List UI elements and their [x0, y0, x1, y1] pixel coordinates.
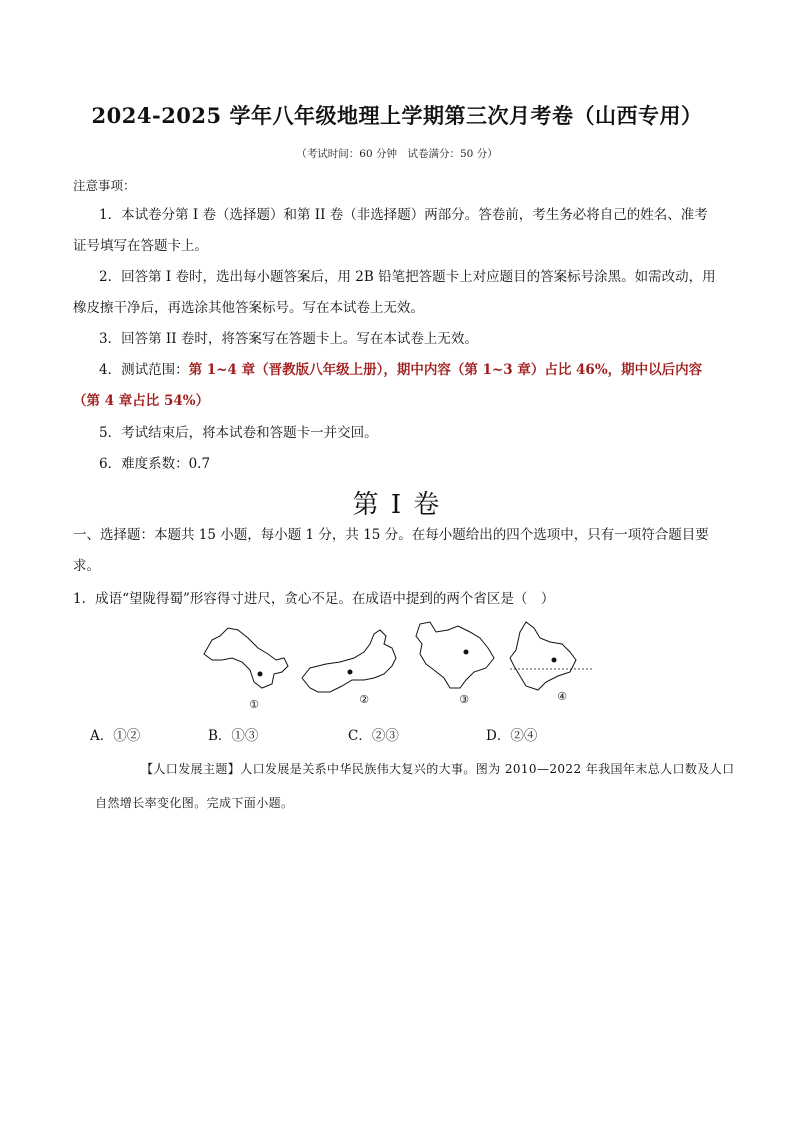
province-map-2-capital-dot [348, 670, 352, 674]
province-map-4-label: ④ [557, 690, 567, 703]
theme-intro [95, 752, 735, 820]
province-map-3-label: ③ [459, 693, 469, 706]
theme-intro-text: 【人口发展主题】人口发展是关系中华民族伟大复兴的大事。图为 2010—2022 年我国年末总人口数及人口自然增长率变化图。完成下面小题。 [95, 762, 735, 810]
exam-info: （考试时间：60 分钟 试卷满分：50 分） [296, 148, 498, 160]
notice-item-3 [73, 324, 721, 355]
notice-item-3-text: 3．回答第 II 卷时，将答案写在答题卡上。写在本试卷上无效。 [99, 331, 478, 347]
province-map-1-capital-dot [258, 672, 262, 676]
province-map-3-capital-dot [464, 650, 468, 654]
notice-item-5-text: 5．考试结束后，将本试卷和答题卡一并交回。 [99, 425, 378, 441]
notice-item-1 [73, 200, 721, 262]
notice-item-1-text: 1．本试卷分第 I 卷（选择题）和第 II 卷（非选择题）两部分。答卷前，考生务必将自己的姓名、准考证号填写在答题卡上。 [73, 207, 708, 254]
option-a[interactable] [90, 724, 140, 744]
province-map-2-label: ② [359, 693, 369, 706]
section-title: 第 I 卷 [352, 490, 442, 520]
section-instruction [73, 520, 721, 582]
option-c-letter: C． [348, 728, 372, 744]
notice-item-5 [73, 418, 721, 449]
option-a-letter: A． [90, 728, 114, 744]
province-map-1-outline [204, 628, 288, 688]
notice-item-4 [73, 355, 721, 417]
province-map-2-outline [302, 630, 396, 692]
notice-item-2 [73, 262, 721, 324]
option-b-text: ①③ [231, 728, 259, 744]
notice-heading: 注意事项： [73, 178, 136, 193]
notice-item-6 [73, 449, 721, 480]
option-a-text: ①② [113, 728, 141, 744]
province-map-1-label: ① [249, 698, 259, 710]
province-map-4-outline [510, 622, 576, 690]
option-c-text: ②③ [371, 728, 399, 744]
page-title: 2024-2025 学年八年级地理上学期第三次月考卷（山西专用） [91, 103, 703, 128]
test-scope: 第 1~4 章（晋教版八年级上册），期中内容（第 1~3 章）占比 46%，期中以后内容（第 4 章占比 54%） [73, 362, 703, 409]
section-instruction-text: 一、选择题：本题共 15 小题，每小题 1 分，共 15 分。在每小题给出的四个选项中，只有一项符合题目要求。 [73, 527, 709, 574]
notice-item-4-prefix: 4．测试范围： [99, 362, 189, 378]
province-map-4-capital-dot [552, 658, 556, 662]
province-map-3-outline [416, 622, 494, 688]
option-c[interactable] [348, 724, 399, 744]
option-d-text: ②④ [510, 728, 538, 744]
notice-item-2-text: 2．回答第 I 卷时，选出每小题答案后，用 2B 铅笔把答题卡上对应题目的答案标号涂黑。如需改动，用橡皮擦干净后，再选涂其他答案标号。写在本试卷上无效。 [73, 269, 716, 316]
notice-item-6-text: 6．难度系数：0.7 [99, 456, 211, 472]
question-1-stem [73, 584, 721, 615]
province-maps [198, 618, 598, 710]
province-maps-figure [198, 618, 598, 710]
option-b-letter: B． [208, 728, 232, 744]
option-b[interactable] [208, 724, 258, 744]
option-d[interactable] [486, 724, 537, 744]
option-d-letter: D． [486, 728, 511, 744]
question-1-stem-text: 1．成语“望陇得蜀”形容得寸进尺，贪心不足。在成语中提到的两个省区是（ ） [73, 591, 555, 607]
